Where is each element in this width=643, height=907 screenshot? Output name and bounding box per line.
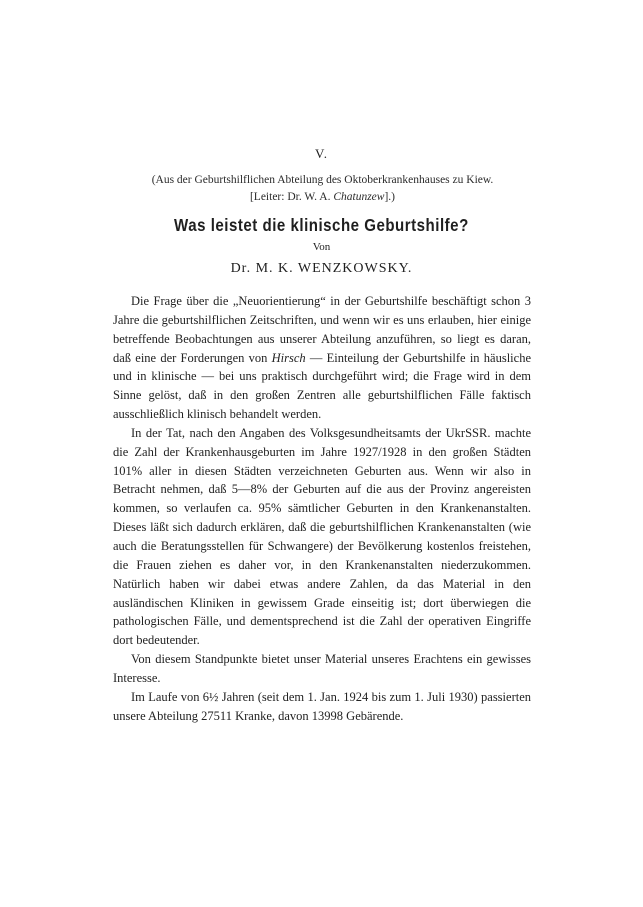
article-body bbox=[113, 292, 531, 725]
paragraph-1-end: — Einteilung der Geburtshilfe in häusliche und in klinische — bei uns praktisch durchgeführt wird; die Frage wird in dem Sinne gelöst, daß in den großen Zentren alle geburtshilflichen Fälle faktisch ausschließlich klinisch behandelt werden. bbox=[113, 350, 531, 422]
by-label: Von bbox=[312, 241, 331, 253]
affiliation-head-name: Chatunzew bbox=[333, 191, 385, 203]
paragraph-2: In der Tat, nach den Angaben des Volksgesundheitsamts der UkrSSR. machte die Zahl der Krankenhausgeburten im Jahre 1927/1928 in den großen Städten 101% aller in diesen Städten verzeichneten Geburten aus. Wenn wir also in Betracht nehmen, daß 5—8% der Geburten auf die aus der Provinz angereisten kommen, so verlaufen ca. 95% sämtlicher Geburten in den Krankenanstalten. Dieses läßt sich dadurch erklären, daß die geburtshilflichen Krankenanstalten (wie auch die Beratungsstellen für Schwangere) der Bevölkerung kostenlos freistehen, die Frauen ziehen es daher vor, in den Krankenanstalten niederzukommen. Natürlich haben wir dabei etwas andere Zahlen, da das Material in den ausländischen Kliniken in gewissem Grade einseitig ist; dort überwiegen die pathologischen Fälle, und dementsprechend ist die Zahl der operativen Eingriffe dort bedeutender. bbox=[113, 425, 531, 648]
affiliation-line-2 bbox=[110, 189, 535, 206]
affiliation-line-1: (Aus der Geburtshilflichen Abteilung des Oktoberkrankenhauses zu Kiew. bbox=[151, 174, 494, 186]
chapter-number: V. bbox=[315, 146, 328, 161]
paragraph-1 bbox=[113, 292, 531, 424]
paragraph-3: Von diesem Standpunkte bietet unser Material unseres Erachtens ein gewisses Interesse. bbox=[113, 652, 531, 685]
paragraph-1-start: Die Frage über die „Neuorientierung“ in der Geburtshilfe beschäftigt schon 3 Jahre die geburtshilflichen Zeitschriften, und wenn wir es uns erlauben, hier einige betreffende Beobachtungen aus unserer Abteilung anzuführen, so liegt es daran, daß eine der Forderungen von bbox=[113, 294, 531, 365]
article-title: Was leistet die klinische Geburtshilfe? bbox=[174, 215, 469, 235]
affiliation bbox=[110, 172, 535, 206]
paragraph-4: Im Laufe von 6½ Jahren (seit dem 1. Jan. 1924 bis zum 1. Juli 1930) passierten unsere Abteilung 27511 Kranke, davon 13998 Gebärende. bbox=[113, 689, 531, 723]
author-name: Dr. M. K. WENZKOWSKY. bbox=[230, 261, 413, 276]
affiliation-line-2-prefix: [Leiter: Dr. W. A. bbox=[249, 191, 334, 203]
cited-author-name: Hirsch bbox=[271, 350, 306, 365]
affiliation-line-2-suffix: ].) bbox=[384, 191, 396, 203]
